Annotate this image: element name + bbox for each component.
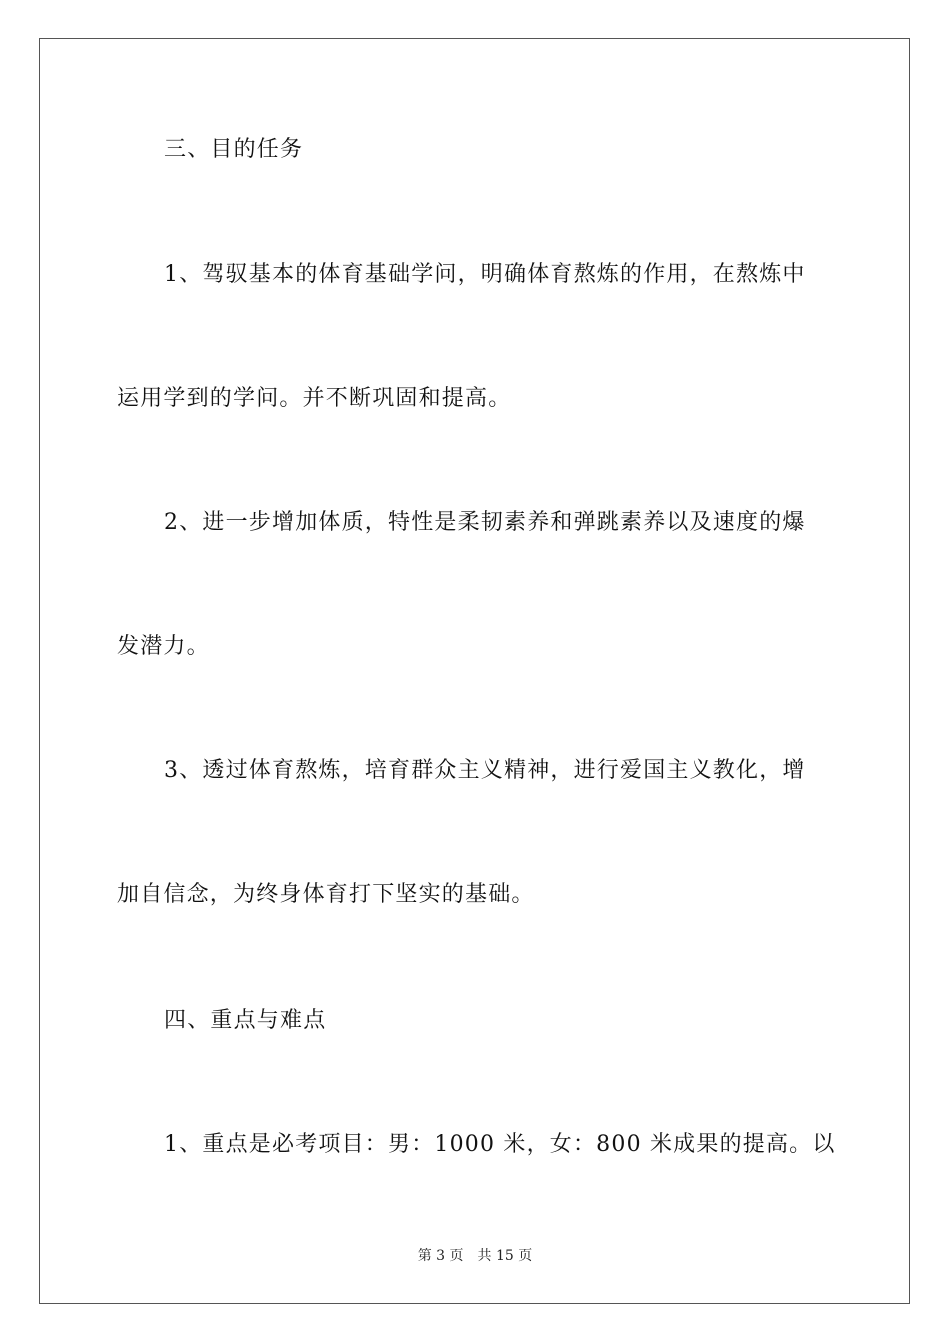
section-heading-goals: 三、目的任务 (164, 137, 304, 162)
page-number: 第 3 页 (417, 1248, 464, 1264)
paragraph-line: 2、进一步增加体质，特性是柔韧素养和弹跳素养以及速度的爆 (164, 510, 806, 535)
paragraph-line: 3、透过体育熬炼，培育群众主义精神，进行爱国主义教化，增 (164, 758, 806, 783)
page-footer (0, 1247, 950, 1265)
page-total: 共 15 页 (477, 1248, 533, 1264)
paragraph-line: 1、驾驭基本的体育基础学问，明确体育熬炼的作用，在熬炼中 (164, 262, 806, 287)
paragraph-line: 1、重点是必考项目：男：1000 米，女：800 米成果的提高。以 (164, 1132, 836, 1157)
section-heading-key-points: 四、重点与难点 (164, 1008, 327, 1033)
page-border (39, 38, 910, 1304)
paragraph-line: 发潜力。 (117, 634, 210, 659)
paragraph-line: 加自信念，为终身体育打下坚实的基础。 (117, 882, 535, 907)
paragraph-line: 运用学到的学问。并不断巩固和提高。 (117, 386, 512, 411)
